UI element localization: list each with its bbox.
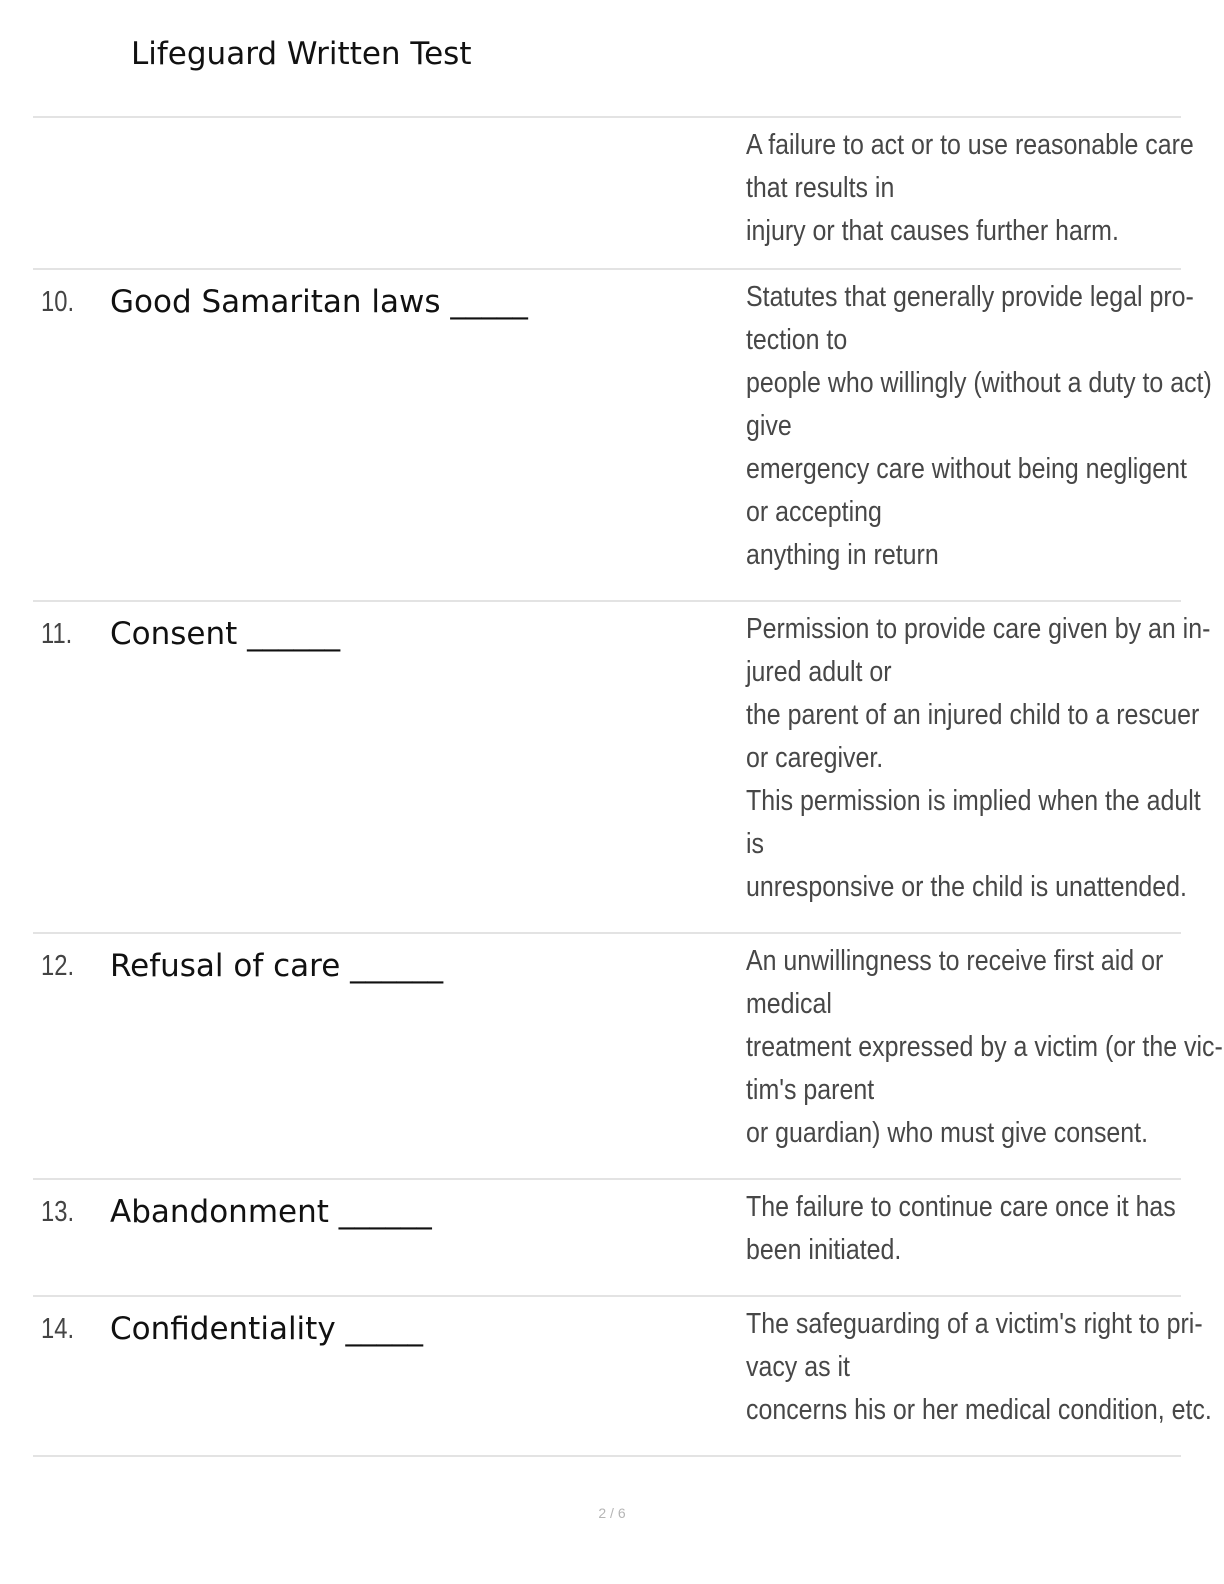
definition-line: concerns his or her medical condition, etc. [746,1394,1212,1426]
definition-line: that results in [746,172,895,204]
term: Good Samaritan laws _____ [110,284,528,320]
definition-line: is [746,828,765,860]
document-title: Lifeguard Written Test [131,36,472,72]
definition-line: The failure to continue care once it has [746,1191,1176,1223]
definition-line: emergency care without being negligent [746,453,1187,485]
definition-line: treatment expressed by a victim (or the vic- [746,1031,1223,1063]
definition-line: the parent of an injured child to a rescuer [746,699,1200,731]
page-number: 2 / 6 [598,1505,626,1521]
table-row [33,932,1223,1178]
definition [746,1186,1176,1272]
definition-line: A failure to act or to use reasonable care [746,129,1194,161]
table-row [33,116,1194,268]
definition-line: Statutes that generally provide legal pro- [746,281,1194,313]
definition-line: tim's parent [746,1074,875,1106]
question-number: 10. [41,286,75,318]
definition-line: jured adult or [746,656,892,688]
table-row [33,1295,1212,1457]
table-row [33,1178,1181,1295]
definition-line: vacy as it [746,1351,850,1383]
definition [746,608,1211,909]
question-number: 12. [41,950,75,982]
definition-line: been initiated. [746,1234,902,1266]
definition-line: This permission is implied when the adult [746,785,1201,817]
definition [746,276,1212,577]
definition-line: An unwillingness to receive first aid or [746,945,1164,977]
definition-line: medical [746,988,832,1020]
question-number: 11. [41,618,73,650]
definition-line: people who willingly (without a duty to act) [746,367,1212,399]
term: Refusal of care ______ [110,948,444,984]
definition-line: unresponsive or the child is unattended. [746,871,1187,903]
definition-line: Permission to provide care given by an in- [746,613,1211,645]
definition-line: or accepting [746,496,882,528]
question-number: 14. [41,1313,75,1345]
definition [746,940,1223,1155]
term: Abandonment ______ [110,1194,432,1230]
term: Confidentiality _____ [110,1311,424,1347]
definition-line: or guardian) who must give consent. [746,1117,1149,1149]
definition-line: give [746,410,792,442]
definition-line: injury or that causes further harm. [746,215,1119,247]
table-row [33,268,1212,600]
definition-line: or caregiver. [746,742,884,774]
definition [746,124,1194,253]
definition-line: anything in return [746,539,939,571]
definition [746,1303,1212,1432]
definition-line: The safeguarding of a victim's right to pri- [746,1308,1203,1340]
question-number: 13. [41,1196,75,1228]
definition-line: tection to [746,324,848,356]
table-row [33,600,1211,932]
term: Consent ______ [110,616,341,652]
term-definition-list [33,116,1223,1457]
